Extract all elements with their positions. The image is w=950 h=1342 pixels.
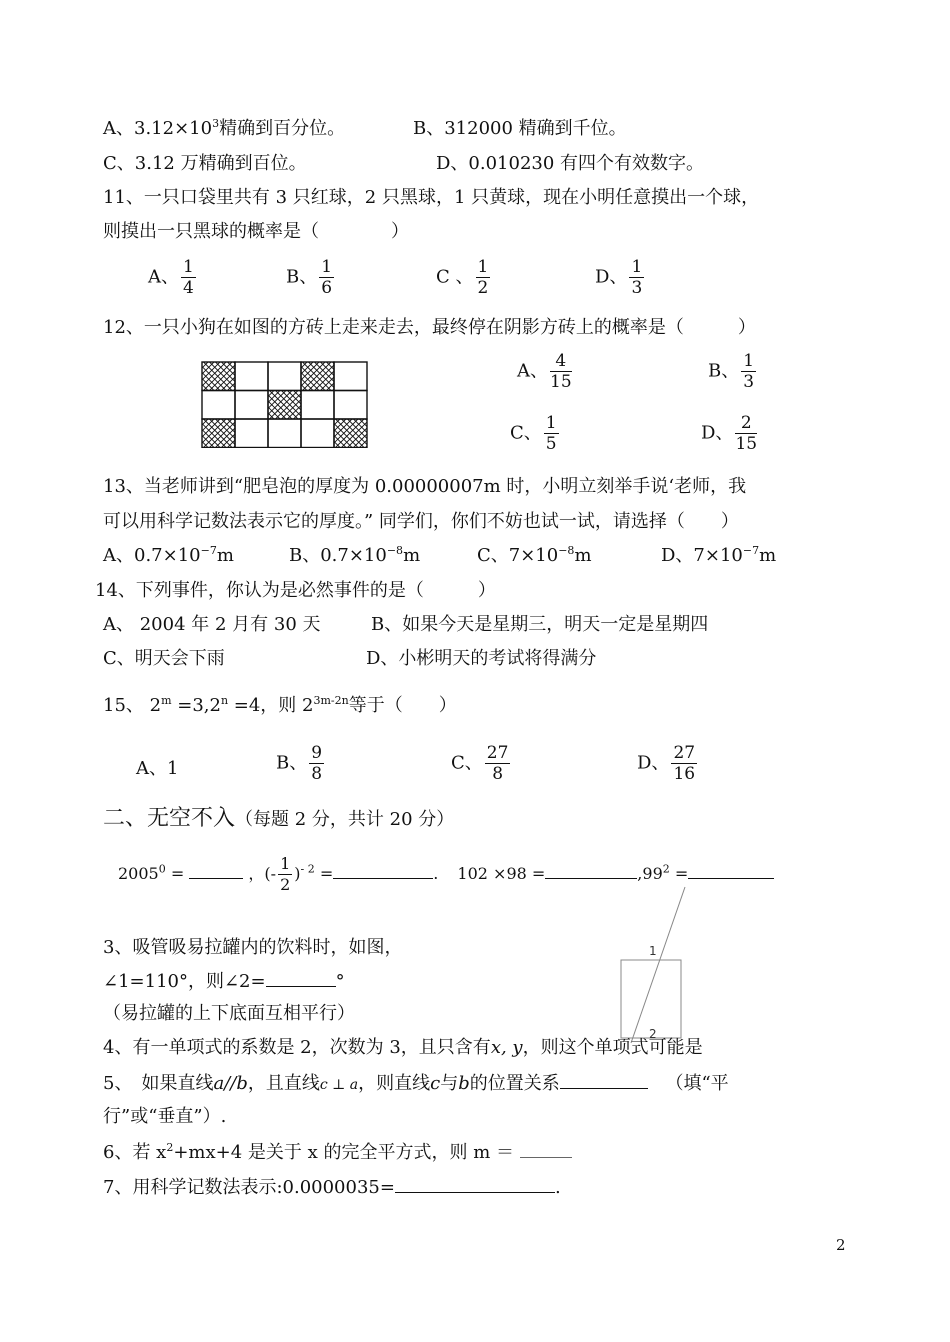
q13-option-d: D、$7\times 10^{-7}m$ [661, 544, 777, 566]
fraction: $\frac{1}{6}$ [321, 257, 333, 298]
q4-stem: 4、有一单项式的系数是 2，次数为 3，且只含有x, y，则这个单项式可能是 [103, 1037, 703, 1058]
answer-blank[interactable] [333, 862, 433, 879]
q3-stem-line2: ∠1=110°，则∠2= ° [103, 971, 345, 992]
tile [334, 391, 367, 420]
q5-stem-line2: 行”或“垂直”）. [103, 1106, 227, 1127]
fraction: $\frac{1}{2}$ [477, 257, 489, 298]
angle-2-label: 2 [649, 1027, 657, 1041]
q13-option-a: A、$0.7\times 10^{-7}m$ [103, 544, 234, 566]
straw-line [631, 887, 685, 1043]
fraction: $\frac{1}{2}$ [280, 854, 291, 894]
answer-blank[interactable] [395, 1176, 555, 1193]
answer-blank[interactable] [266, 970, 336, 987]
angle-1-label: 1 [649, 944, 657, 958]
q14-option-d: D、小彬明天的考试将得满分 [366, 648, 597, 669]
answer-blank[interactable] [189, 862, 243, 879]
q3-stem-line3: （易拉罐的上下底面互相平行） [103, 1003, 355, 1024]
q15-option-a: A、1 [136, 758, 179, 779]
q15-option-b: B、 $\frac{9}{8}$ [276, 743, 323, 784]
q12-option-d: D、 $\frac{2}{15}$ [701, 413, 758, 454]
tile [301, 419, 334, 448]
q14-option-c: C、明天会下雨 [103, 648, 225, 669]
fraction: $\frac{4}{15}$ [550, 351, 572, 392]
tile [235, 391, 268, 420]
q7-stem: 7、用科学记数法表示:0.0000035= . [103, 1177, 561, 1198]
tile [268, 362, 301, 391]
tile [202, 391, 235, 420]
q15-stem: 15、 $2^m =3,2^n =4$，则 $2^{3m-2n}$等于（ ） [103, 694, 457, 716]
crosshatch-pattern [306, 419, 370, 448]
q11-option-c: C 、 $\frac{1}{2}$ [436, 257, 489, 298]
q15-option-c: C、 $\frac{27}{8}$ [451, 743, 509, 784]
fill-line-1: 2005$^0$ = ，(- $\frac{1}{2}$ )$^{- 2}$ = . $102 \times 98 = ,99^2$ = [118, 855, 774, 894]
crosshatch-pattern [273, 362, 370, 391]
q13-stem-line1: 13、当老师讲到“肥皂泡的厚度为 0.00000007m 时，小明立刻举手说‘老师，我 [103, 476, 747, 497]
q11-stem-line1: 11、一只口袋里共有 3 只红球，2 只黑球，1 只黄球，现在小明任意摸出一个球， [103, 187, 760, 208]
crosshatch-pattern [240, 391, 353, 420]
section-heading: 二、无空不入（每题 2 分，共计 20 分） [103, 806, 455, 831]
q10-option-d: D、0.010230 有四个有效数字。 [436, 153, 705, 174]
fraction: $\frac{1}{3}$ [631, 257, 643, 298]
q14-stem: 14、下列事件，你认为是必然事件的是（ ） [95, 580, 496, 601]
crosshatch-pattern [201, 362, 286, 391]
q12-option-b: B、 $\frac{1}{3}$ [708, 351, 755, 392]
fraction: $\frac{27}{8}$ [486, 743, 509, 784]
fraction: $\frac{1}{4}$ [183, 257, 194, 298]
q11-option-b: B、 $\frac{1}{6}$ [286, 257, 333, 298]
q10-option-c: C、3.12 万精确到百位。 [103, 153, 307, 174]
tile [334, 362, 367, 391]
fraction: $\frac{9}{8}$ [311, 743, 323, 784]
q12-option-c: C、 $\frac{1}{5}$ [510, 413, 557, 454]
q3-stem-line1: 3、吸管吸易拉罐内的饮料时，如图， [103, 937, 403, 958]
fraction: $\frac{27}{16}$ [673, 743, 696, 784]
tile-grid-figure [201, 361, 369, 448]
q13-option-b: B、$0.7\times 10^{-8}m$ [289, 544, 421, 566]
q11-option-a: A、 $\frac{1}{4}$ [148, 257, 194, 298]
q11-stem-line2: 则摸出一只黑球的概率是（ ） [103, 221, 409, 242]
tile [301, 391, 334, 420]
q5-stem-line1: 5、 如果直线a//b，且直线c ⊥ a，则直线c与b的位置关系 （填“平 [103, 1073, 729, 1094]
tile [268, 419, 301, 448]
answer-blank[interactable] [545, 862, 637, 879]
q15-option-d: D、 $\frac{27}{16}$ [637, 743, 696, 784]
q12-option-a: A、 $\frac{4}{15}$ [517, 351, 572, 392]
q13-option-c: C、$7\times 10^{-8}m$ [477, 544, 592, 566]
q11-option-d: D、 $\frac{1}{3}$ [595, 257, 643, 298]
tile [235, 362, 268, 391]
answer-blank[interactable] [520, 1141, 572, 1158]
fraction: $\frac{2}{15}$ [735, 413, 758, 454]
crosshatch-pattern [201, 419, 286, 448]
answer-blank[interactable] [688, 862, 774, 879]
q14-option-b: B、如果今天是星期三，明天一定是星期四 [371, 614, 709, 635]
q14-option-a: A、 2004 年 2 月有 30 天 [103, 614, 321, 635]
q13-stem-line2: 可以用科学记数法表示它的厚度。” 同学们，你们不妨也试一试，请选择（ ） [103, 511, 739, 532]
tile [235, 419, 268, 448]
fraction: $\frac{1}{5}$ [545, 413, 557, 454]
page-number: 2 [836, 1236, 846, 1254]
answer-blank[interactable] [560, 1072, 648, 1089]
q12-stem: 12、一只小狗在如图的方砖上走来走去，最终停在阴影方砖上的概率是（ ） [103, 317, 756, 338]
fraction: $\frac{1}{3}$ [743, 351, 755, 392]
q10-option-b: B、312000 精确到千位。 [413, 118, 627, 139]
q6-stem: 6、若 $x^2+mx+4$ 是关于 x 的完全平方式，则 m ＝ [103, 1141, 572, 1164]
can-straw-figure [615, 885, 690, 1045]
q10-option-a: A、$3.12\times 10^3$精确到百分位。 [103, 117, 346, 139]
